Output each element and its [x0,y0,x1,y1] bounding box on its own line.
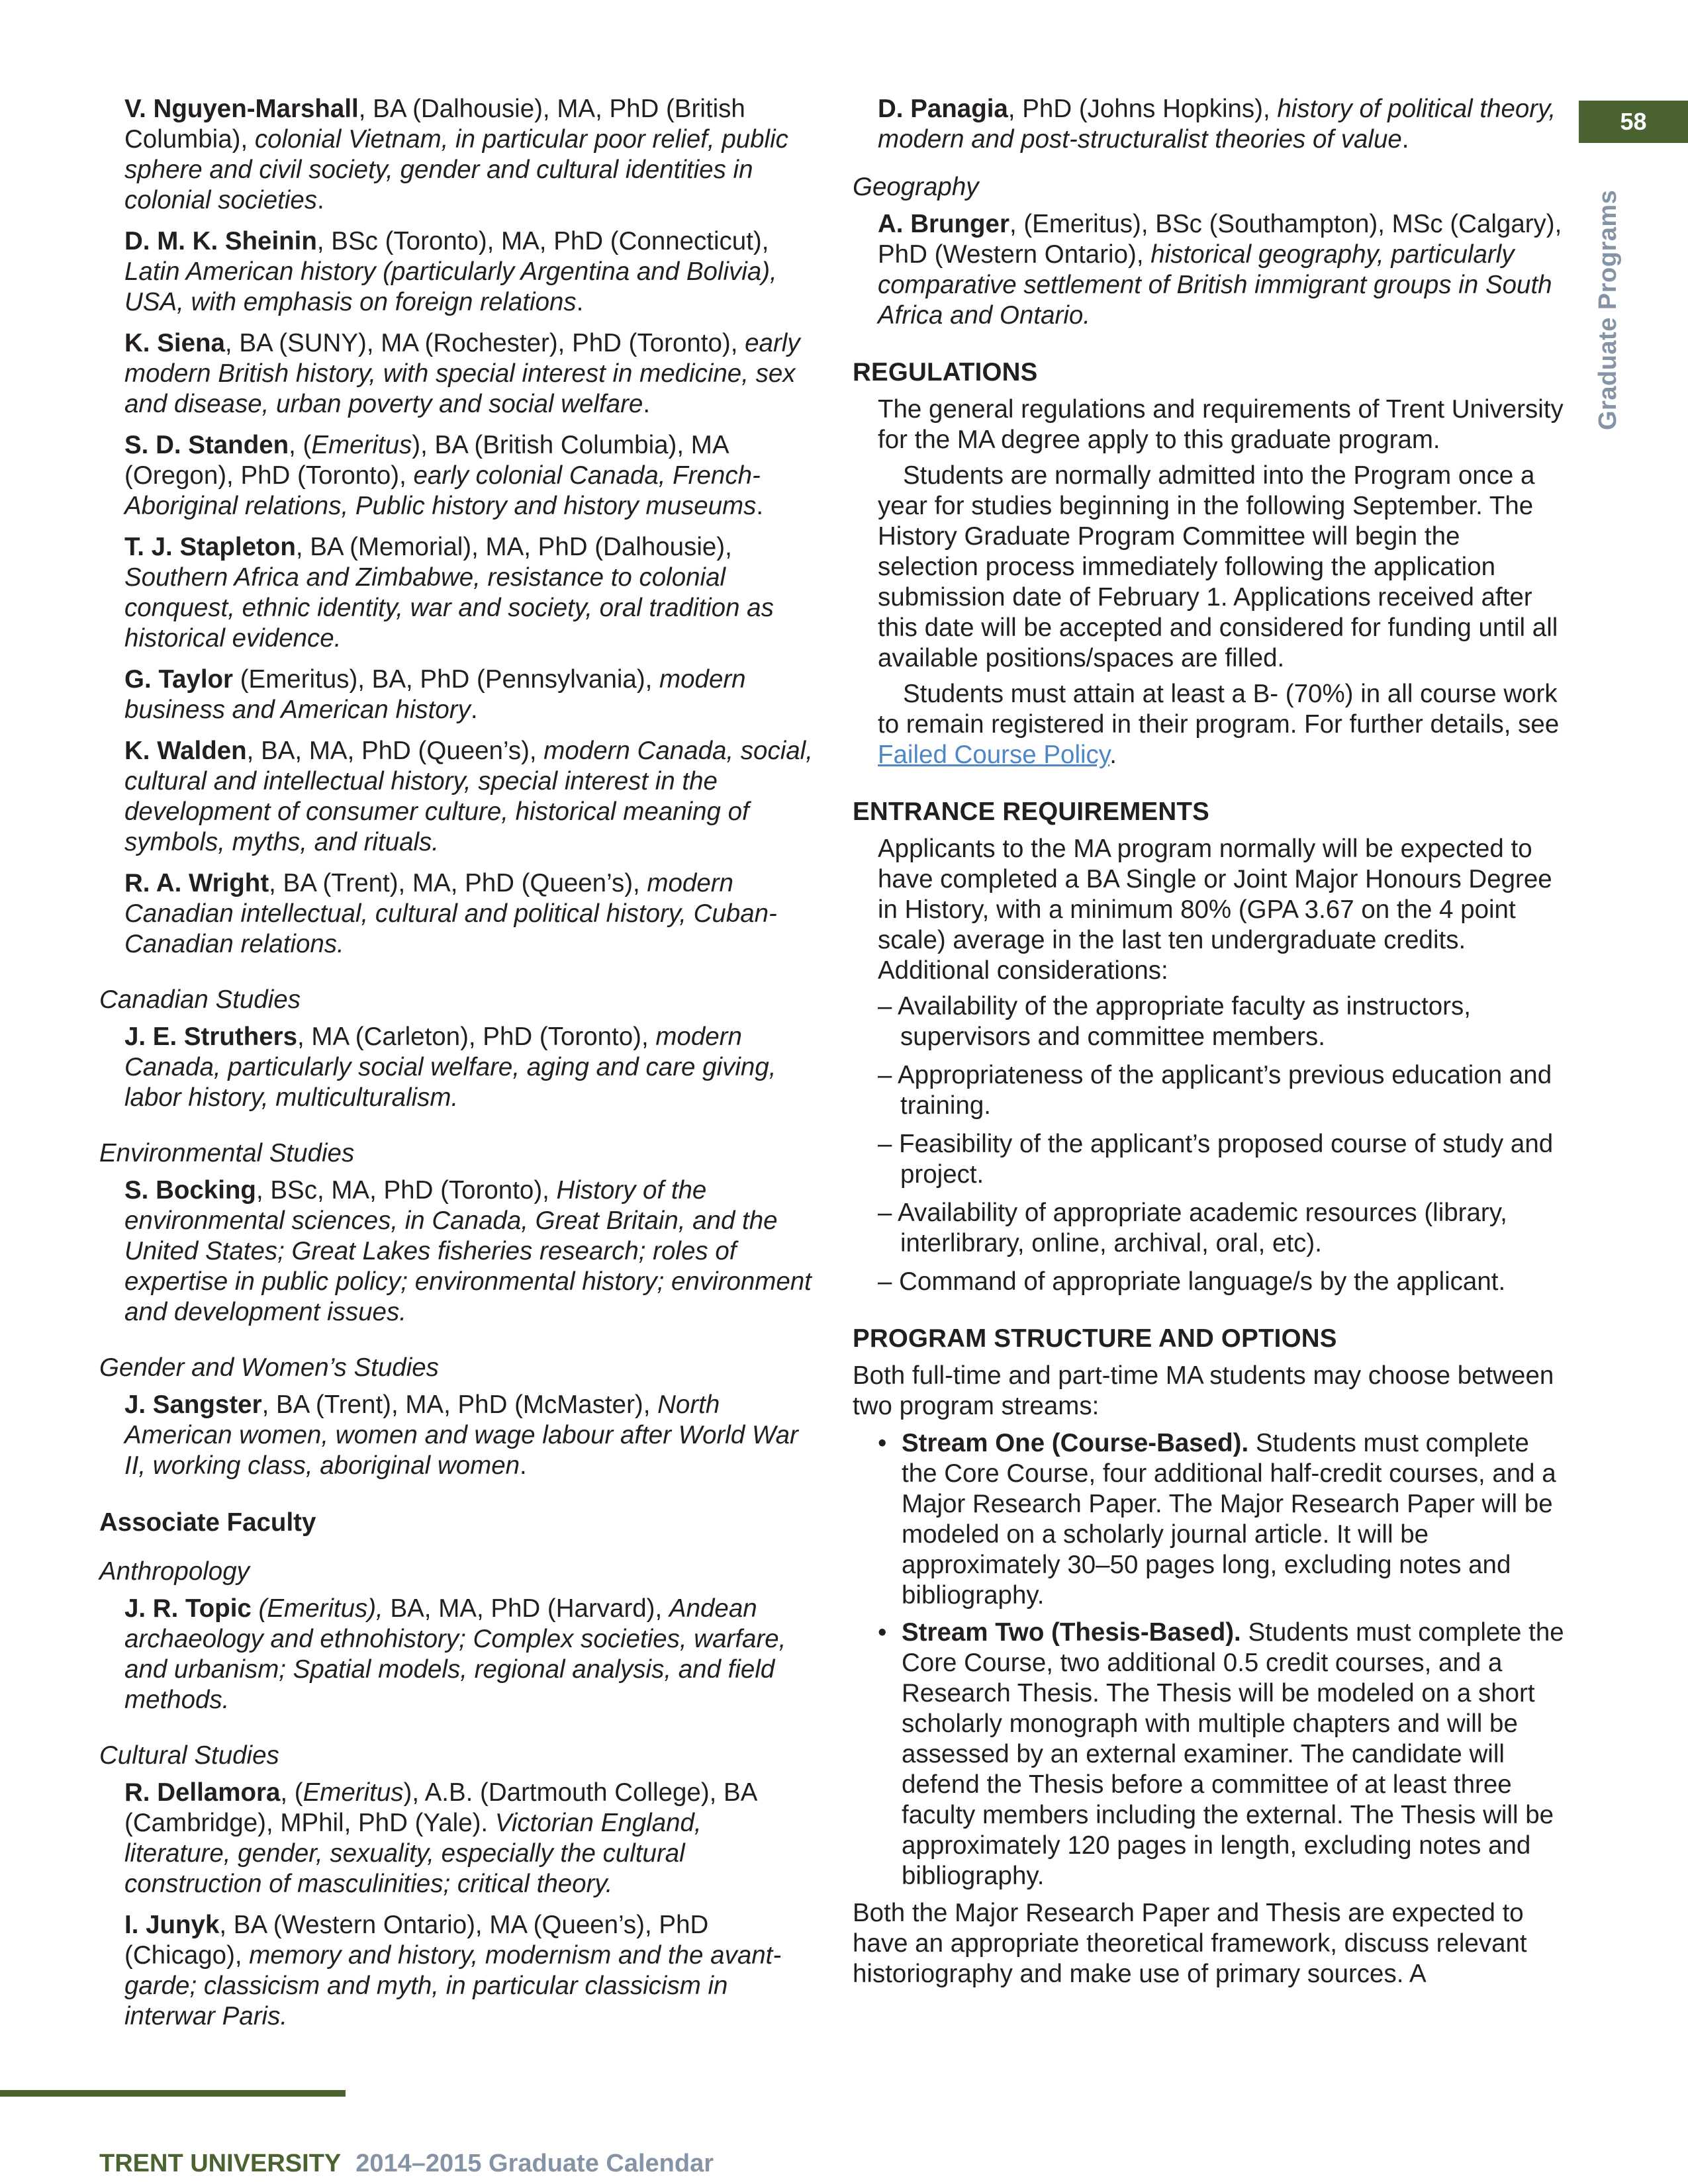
faculty-field: Victorian England, literature, gender, sexuality, especially the cultural construction of masculinities; critical theory. [124,1809,702,1898]
faculty-field: early colonial Canada, French-Aboriginal relations, Public history and history museums [124,461,761,520]
stream-text: Students must complete the Core Course, four additional half-credit courses, and a Major Research Paper. The Major Research Paper will be modeled on a scholarly journal article. It will be approximately 30–50 pages long, excluding notes and bibliography. [902,1429,1556,1610]
faculty-credentials: (Emeritus), BA, PhD (Pennsylvania), [233,665,660,694]
regulations-paragraph: Students are normally admitted into the Program once a year for studies beginning in the following September. The History Graduate Program Committee will begin the selection process immediately following the application submission date of February 1. Applications received after this date will be accepted and considered for funding until all available positions/spaces are filled. [878,461,1558,672]
faculty-name: I. Junyk [124,1911,220,1939]
consideration-item: – Availability of the appropriate faculty as instructors, supervisors and committee members. [878,992,1471,1051]
faculty-credentials: , BSc (Toronto), MA, PhD (Connecticut), [316,227,769,255]
faculty-field: colonial Vietnam, in particular poor relief, public sphere and civil society, gender and cultural identities in colonial societies [124,125,788,214]
failed-course-policy-link[interactable]: Failed Course Policy [878,741,1110,769]
section-label-gender-studies: Gender and Women’s Studies [99,1353,439,1382]
faculty-credentials: , ( [289,431,312,459]
faculty-field: modern Canada, particularly social welfare, aging and care giving, labor history, multiculturalism. [124,1023,776,1112]
faculty-entry [124,1175,814,1328]
faculty-entry [124,226,814,318]
punct: . [1401,125,1409,154]
faculty-credentials: , BA (Memorial), MA, PhD (Dalhousie), [295,533,732,561]
entrance-requirements-heading: ENTRANCE REQUIREMENTS [853,797,1209,826]
faculty-credentials: , BA (Dalhousie), MA, PhD (British Columbia), [124,95,745,154]
faculty-name: J. Sangster [124,1390,262,1419]
section-label-cultural-studies: Cultural Studies [99,1741,279,1770]
faculty-name: S. D. Standen [124,431,289,459]
stream-title: Stream Two (Thesis-Based). [902,1618,1241,1647]
entrance-intro: Applicants to the MA program normally will be expected to have completed a BA Single or Joint Major Honours Degree in History, with a minimum 80% (GPA 3.67 on the 4 point scale) average in the last ten undergraduate credits. Additional considerations: [878,835,1552,985]
faculty-entry [124,736,814,858]
faculty-entry [124,664,814,725]
regulations-text: Students must attain at least a B- (70%) in all course work to remain registered in their program. For further details, see [878,680,1560,739]
faculty-entry [124,1022,814,1113]
faculty-name: T. J. Stapleton [124,533,296,561]
faculty-entry [124,94,814,216]
punct: . [317,186,324,214]
punct: . [470,696,478,724]
faculty-field: modern business and American history [124,665,746,724]
faculty-field: North American women, women and wage labour after World War II, working class, aboriginal women [124,1390,798,1480]
footer [99,2150,714,2178]
faculty-entry [124,1778,814,1899]
punct: . [1109,741,1117,769]
faculty-entry [124,328,814,420]
faculty-credentials: , BA (SUNY), MA (Rochester), PhD (Toronto), [224,329,745,357]
section-side-label: Graduate Programs [1594,189,1622,430]
faculty-field: early modern British history, with special interest in medicine, sex and disease, urban poverty and social welfare [124,329,800,418]
faculty-credentials: , ( [280,1778,303,1807]
faculty-field: memory and history, modernism and the avant-garde; classicism and myth, in particular classicism in interwar Paris. [124,1941,782,2030]
page-number-tab: 58 [1579,101,1688,143]
faculty-credentials: ), BA (British Columbia), MA (Oregon), PhD (Toronto), [124,431,728,490]
faculty-entry [124,1910,814,2032]
footer-university: TRENT UNIVERSITY [99,2150,342,2177]
punct: . [756,492,764,520]
faculty-name: K. Siena [124,329,225,357]
faculty-credentials: , MA (Carleton), PhD (Toronto), [297,1023,656,1051]
stream-text: Students must complete the Core Course, two additional 0.5 credit courses, and a Research Thesis. The Thesis will be modeled on a short scholarly monograph with multiple chapters and will be assessed by an external examiner. The candidate will defend the Thesis before a committee of at least three faculty members including the external. The Thesis will be approximately 120 pages in length, excluding notes and bibliography. [902,1618,1564,1890]
stream-title: Stream One (Course-Based). [902,1429,1249,1457]
footer-rule [0,2090,346,2097]
footer-calendar: 2014–2015 Graduate Calendar [355,2150,714,2177]
faculty-name: J. E. Struthers [124,1023,298,1051]
faculty-entry [124,1390,814,1481]
faculty-field: historical geography, particularly comparative settlement of British immigrant groups in South Africa and Ontario. [878,240,1552,330]
faculty-field: Latin American history (particularly Argentina and Bolivia), USA, with emphasis on foreign relations [124,257,777,316]
faculty-name: J. R. Topic [124,1594,252,1623]
faculty-field: history of political theory, modern and post-structuralist theories of value [878,95,1556,154]
faculty-credentials: , (Emeritus), BSc (Southampton), MSc (Calgary), PhD (Western Ontario), [878,210,1562,269]
faculty-field: History of the environmental sciences, in Canada, Great Britain, and the United States; Great Lakes fisheries research; roles of expertise in public policy; environmental history; environment and development issues. [124,1176,812,1326]
faculty-field: Southern Africa and Zimbabwe, resistance to colonial conquest, ethnic identity, war and society, oral tradition as historical evidence. [124,563,774,653]
faculty-field: modern Canadian intellectual, cultural and political history, Cuban-Canadian relations. [124,869,777,958]
faculty-entry [124,868,814,960]
section-label-canadian-studies: Canadian Studies [99,985,301,1014]
consideration-item: – Command of appropriate language/s by the applicant. [878,1267,1506,1296]
faculty-field: modern Canada, social, cultural and intellectual history, special interest in the development of consumer culture, historical meaning of symbols, myths, and rituals. [124,737,813,856]
faculty-name: K. Walden [124,737,247,765]
punct: . [576,288,584,316]
structure-closing: Both the Major Research Paper and Thesis are expected to have an appropriate theoretical framework, discuss relevant historiography and make use of primary sources. A [853,1899,1527,1988]
faculty-name: A. Brunger [878,210,1009,238]
stream-item [878,1428,1568,1611]
punct: . [520,1451,527,1480]
faculty-name: V. Nguyen-Marshall [124,95,359,123]
section-label-anthropology: Anthropology [99,1557,250,1586]
faculty-credentials: ), A.B. (Dartmouth College), BA (Cambridge), MPhil, PhD (Yale). [124,1778,757,1837]
left-column [99,94,814,2042]
consideration-item: – Availability of appropriate academic resources (library, interlibrary, online, archival, oral, etc). [878,1199,1507,1257]
right-column [853,94,1568,1996]
faculty-entry [124,1594,814,1715]
faculty-entry [878,209,1568,331]
section-label-geography: Geography [853,173,979,201]
section-label-environmental-studies: Environmental Studies [99,1139,355,1167]
program-structure-heading: PROGRAM STRUCTURE AND OPTIONS [853,1324,1337,1353]
faculty-name: R. Dellamora [124,1778,281,1807]
bullet-icon: • [878,1618,887,1647]
structure-intro: Both full-time and part-time MA students may choose between two program streams: [853,1361,1554,1420]
faculty-status: Emeritus [303,1778,404,1807]
consideration-item: – Appropriateness of the applicant’s previous education and training. [878,1061,1552,1120]
faculty-field: Andean archaeology and ethnohistory; Complex societies, warfare, and urbanism; Spatial models, regional analysis, and field methods. [124,1594,786,1714]
faculty-name: S. Bocking [124,1176,256,1205]
faculty-credentials: , BSc, MA, PhD (Toronto), [256,1176,557,1205]
faculty-name: G. Taylor [124,665,234,694]
faculty-name: R. A. Wright [124,869,269,897]
regulations-heading: REGULATIONS [853,358,1038,387]
faculty-name: D. M. K. Sheinin [124,227,317,255]
regulations-paragraph [878,679,1568,770]
faculty-status: (Emeritus), [251,1594,383,1623]
faculty-credentials: , BA (Trent), MA, PhD (McMaster), [261,1390,658,1419]
faculty-entry [124,430,814,522]
faculty-status: Emeritus [311,431,412,459]
faculty-credentials: , PhD (Johns Hopkins), [1008,95,1278,123]
associate-faculty-heading: Associate Faculty [99,1508,316,1537]
consideration-item: – Feasibility of the applicant’s proposed course of study and project. [878,1130,1554,1189]
stream-item [878,1617,1568,1891]
faculty-name: D. Panagia [878,95,1008,123]
faculty-credentials: , BA (Western Ontario), MA (Queen’s), PhD (Chicago), [124,1911,709,1970]
bullet-icon: • [878,1429,887,1457]
faculty-credentials: , BA, MA, PhD (Queen’s), [246,737,544,765]
faculty-entry [124,532,814,654]
regulations-paragraph: The general regulations and requirements of Trent University for the MA degree apply to this graduate program. [878,395,1564,454]
punct: . [643,390,651,418]
faculty-entry [878,94,1568,155]
faculty-credentials: BA, MA, PhD (Harvard), [383,1594,669,1623]
faculty-credentials: , BA (Trent), MA, PhD (Queen’s), [269,869,647,897]
